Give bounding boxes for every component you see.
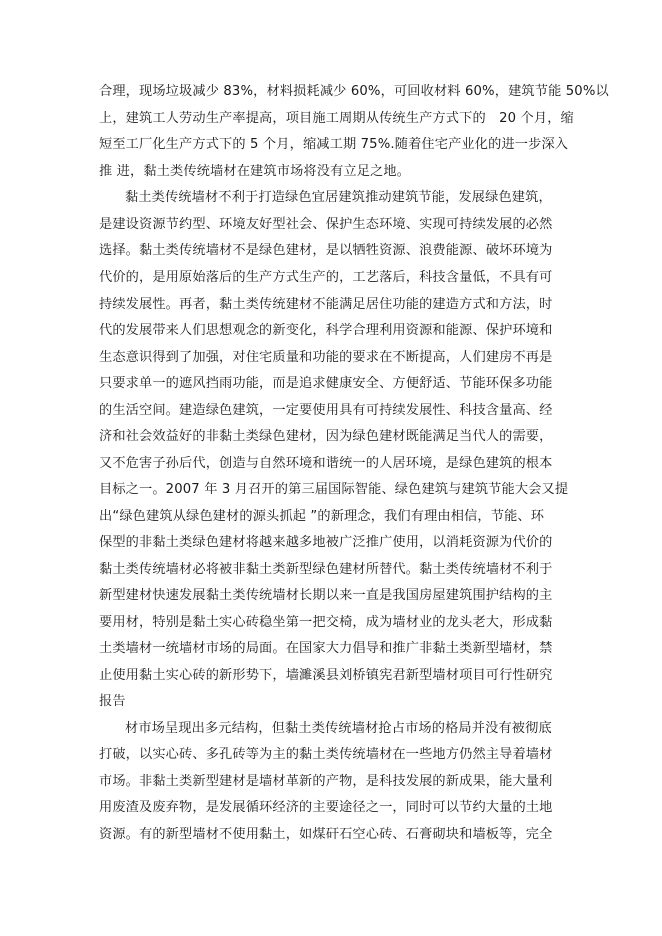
text-line: 是建设资源节约型、环境友好型社会、保护生态环境、实现可持续发展的必然	[99, 217, 553, 232]
text-line: 报告	[99, 694, 126, 709]
text-line: 上，建筑工人劳动生产率提高，项目施工周期从传统生产方式下的 20 个月，缩	[99, 111, 574, 126]
text-line: 合理，现场垃圾减少 83%，材料损耗减少 60%，可回收材料 60%，建筑节能 50%以	[99, 84, 609, 99]
text-line: 土类墙材一统墙材市场的局面。在国家大力倡导和推广非黏土类新型墙材，禁	[99, 641, 553, 656]
text-line: 只要求单一的遮风挡雨功能，而是追求健康安全、方便舒适、节能环保多功能	[99, 376, 553, 391]
text-line: 材市场呈现出多元结构，但黏土类传统墙材抢占市场的格局并没有被彻底	[125, 721, 552, 736]
text-line: 保型的非黏土类绿色建材将越来越多地被广泛推广使用，以消耗资源为代价的	[99, 535, 553, 550]
text-line: 生态意识得到了加强，对住宅质量和功能的要求在不断提高，人们建房不再是	[99, 350, 553, 365]
text-line: 代的发展带来人们思想观念的新变化，科学合理利用资源和能源、保护环境和	[99, 323, 553, 338]
text-line: 出“绿色建筑从绿色建材的源头抓起 ”的新理念，我们有理由相信，节能、环	[99, 509, 545, 524]
text-line: 推 进，黏土类传统墙材在建筑市场将没有立足之地。	[99, 164, 411, 179]
text-line: 选择。黏土类传统墙材不是绿色建材，是以牺牲资源、浪费能源、破坏环境为	[99, 243, 553, 258]
text-line: 止使用黏土实心砖的新形势下，墙濉溪县刘桥镇宪君新型墙材项目可行性研究	[99, 668, 553, 683]
text-line: 的生活空间。建造绿色建筑，一定要使用具有可持续发展性、科技含量高、经	[99, 403, 553, 418]
text-line: 市场。非黏土类新型建材是墙材革新的产物，是科技发展的新成果，能大量利	[99, 774, 553, 789]
text-line: 黏土类传统墙材不利于打造绿色宜居建筑推动建筑节能，发展绿色建筑，	[125, 190, 552, 205]
text-line: 目标之一。2007 年 3 月召开的第三届国际智能、绿色建筑与建筑节能大会又提	[99, 482, 569, 497]
text-line: 要用材，特别是黏土实心砖稳坐第一把交椅，成为墙材业的龙头老大，形成黏	[99, 615, 553, 630]
text-line: 新型建材快速发展黏土类传统墙材长期以来一直是我国房屋建筑围护结构的主	[99, 588, 553, 603]
text-line: 又不危害子孙后代，创造与自然环境和谐统一的人居环境，是绿色建筑的根本	[99, 456, 553, 471]
text-line: 黏土类传统墙材必将被非黏土类新型绿色建材所替代。黏土类传统墙材不利于	[99, 562, 553, 577]
text-line: 济和社会效益好的非黏土类绿色建材，因为绿色建材既能满足当代人的需要，	[99, 429, 553, 444]
text-line: 代价的，是用原始落后的生产方式生产的，工艺落后，科技含量低，不具有可	[99, 270, 553, 285]
text-line: 持续发展性。再者，黏土类传统建材不能满足居住功能的建造方式和方法，时	[99, 297, 553, 312]
text-line: 短至工厂化生产方式下的 5 个月，缩减工期 75%.随着住宅产业化的进一步深入	[99, 137, 569, 152]
text-line: 打破，以实心砖、多孔砖等为主的黏土类传统墙材在一些地方仍然主导着墙材	[99, 747, 553, 762]
text-line: 资源。有的新型墙材不使用黏土，如煤矸石空心砖、石膏砌块和墙板等，完全	[99, 827, 553, 842]
text-line: 用废渣及废弃物，是发展循环经济的主要途径之一，同时可以节约大量的土地	[99, 800, 553, 815]
